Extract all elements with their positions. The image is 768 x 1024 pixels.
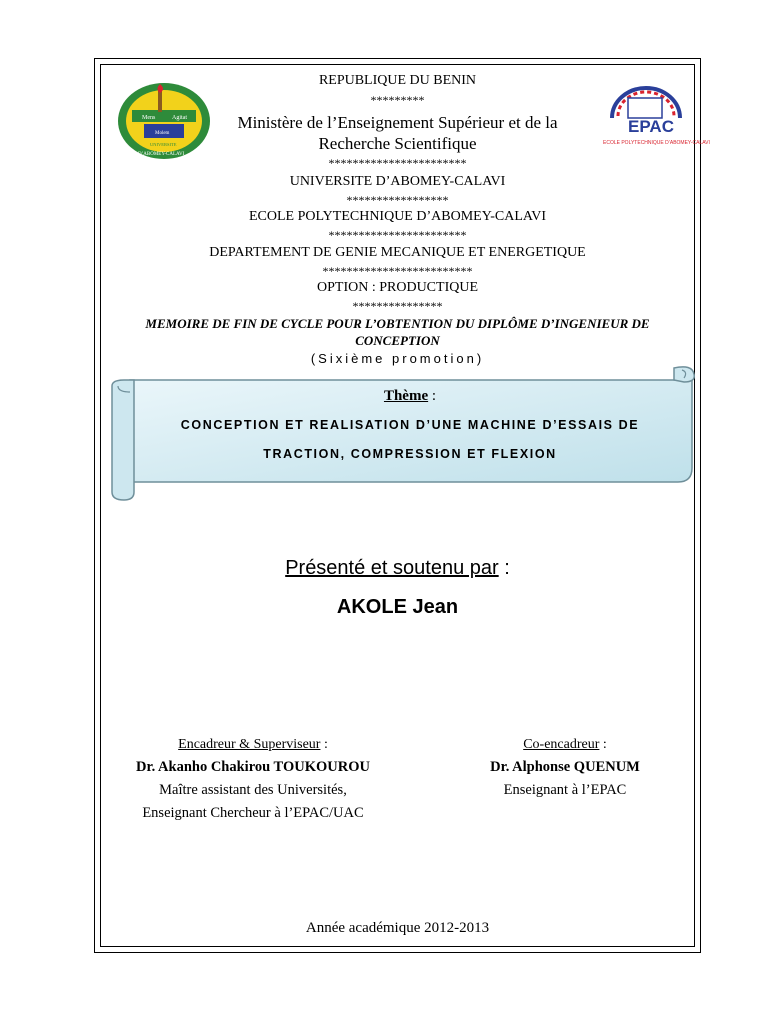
supervisor-role-colon: :	[320, 737, 328, 752]
university-name: UNIVERSITE D’ABOMEY-CALAVI	[289, 174, 506, 189]
theme-label	[130, 388, 690, 405]
supervisor-title-1: Maître assistant des Universités,	[159, 782, 347, 798]
co-supervisor-name: Dr. Alphonse QUENUM	[490, 759, 640, 775]
epac-badge-text: EPAC	[628, 117, 674, 136]
logo-text-arc: D’ABOMEY-CALAVI	[138, 152, 185, 157]
supervisor-title-2: Enseignant Chercheur à l’EPAC/UAC	[142, 805, 364, 821]
theme-title-line-2: TRACTION, COMPRESSION ET FLEXION	[263, 447, 557, 461]
memoire-line-1: MEMOIRE DE FIN DE CYCLE POUR L’OBTENTION DU DIPLÔME D’INGENIEUR DE	[145, 316, 650, 331]
supervisor-role-text: Encadreur & Superviseur	[178, 737, 321, 752]
theme-label-colon: :	[428, 388, 437, 404]
co-supervisor-title-1: Enseignant à l’EPAC	[503, 782, 627, 798]
author-name: AKOLE Jean	[336, 596, 459, 618]
banner-right-roll	[674, 367, 694, 382]
academic-year: Année académique 2012-2013	[305, 920, 490, 936]
school-name: ECOLE POLYTECHNIQUE D’ABOMEY-CALAVI	[249, 209, 546, 224]
presented-by-label	[100, 557, 695, 580]
country-title: REPUBLIQUE DU BENIN	[318, 73, 477, 88]
presented-by-colon: :	[498, 557, 510, 579]
separator-stars: *********	[370, 93, 425, 107]
presented-by-text: Présenté et soutenu par	[285, 557, 499, 579]
theme-title-line-1: CONCEPTION ET REALISATION D’UNE MACHINE D’ESSAIS DE	[180, 418, 640, 432]
ministry-line-1: Ministère de l’Enseignement Supérieur et de la	[237, 113, 558, 132]
promotion-label: (Sixième promotion)	[310, 351, 485, 366]
supervisor-name: Dr. Akanho Chakirou TOUKOUROU	[136, 759, 370, 775]
separator-stars: ***********************	[328, 228, 467, 242]
supervisor-block	[108, 737, 398, 822]
logo-text-molem: Molem	[155, 131, 170, 136]
option-name: OPTION : PRODUCTIQUE	[317, 280, 478, 295]
memoire-line-2: CONCEPTION	[355, 333, 440, 348]
co-supervisor-role	[470, 737, 660, 753]
logo-text-agitat: Agitat	[172, 115, 187, 121]
separator-stars: *****************	[346, 193, 449, 207]
separator-stars: ***********************	[328, 156, 467, 170]
co-supervisor-role-colon: :	[599, 737, 607, 752]
separator-stars: ***************	[352, 299, 443, 313]
supervisor-role	[108, 737, 398, 753]
theme-label-text: Thème	[383, 388, 429, 404]
logo-text-ring: UNIVERSITE	[150, 142, 177, 147]
co-supervisor-block	[470, 737, 660, 799]
department-name: DEPARTEMENT DE GENIE MECANIQUE ET ENERGETIQUE	[209, 245, 586, 260]
co-supervisor-role-text: Co-encadreur	[523, 737, 600, 752]
separator-stars: *************************	[322, 264, 473, 278]
epac-caption: ECOLE POLYTECHNIQUE D’ABOMEY-CALAVI	[603, 140, 710, 146]
logo-text-mens: Mens	[142, 115, 156, 121]
ministry-line-2: Recherche Scientifique	[318, 134, 477, 153]
theme-scroll-banner	[108, 362, 700, 502]
